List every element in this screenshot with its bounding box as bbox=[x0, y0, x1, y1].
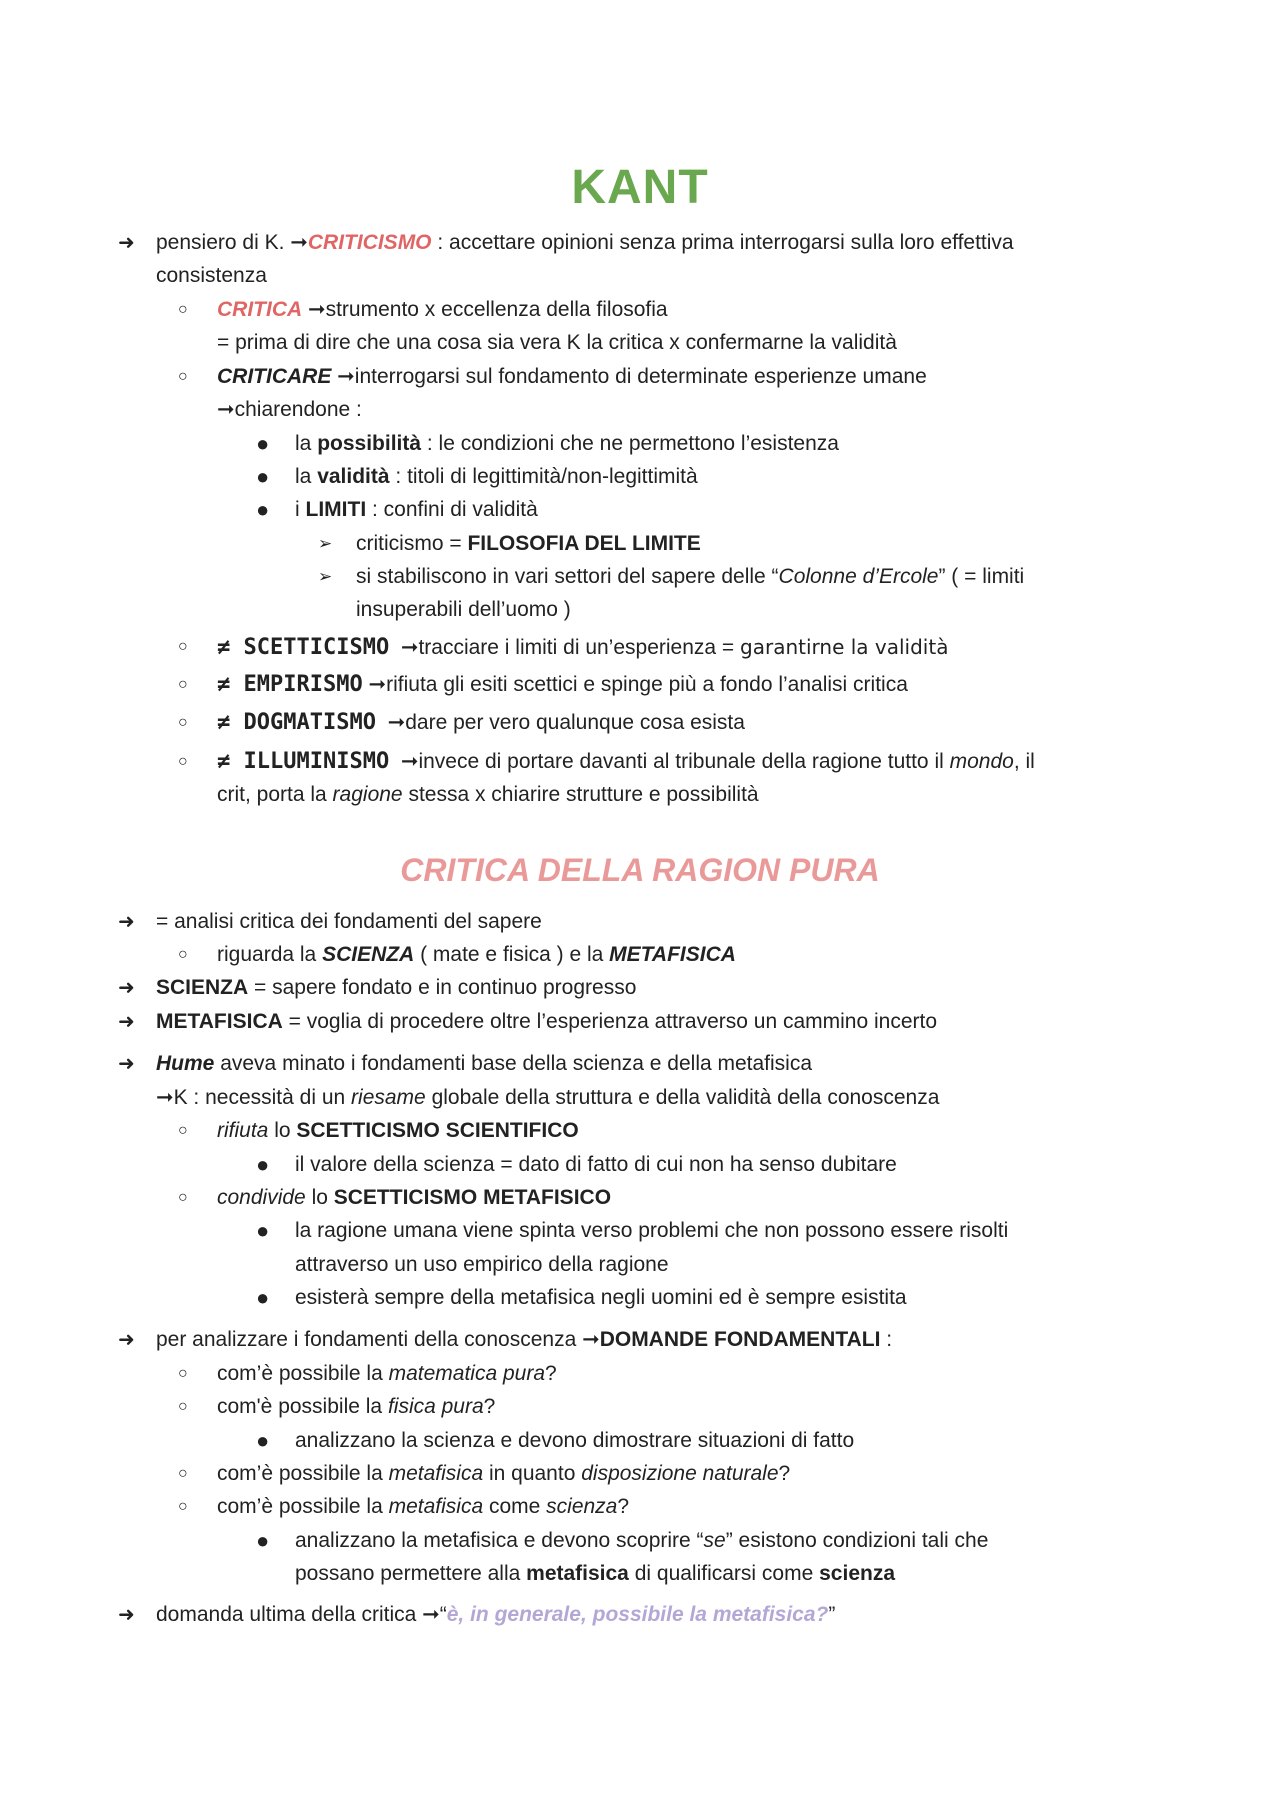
term-ragione: ragione bbox=[332, 783, 403, 806]
term-scienza: scienza bbox=[546, 1495, 618, 1518]
circle-bullet-icon: ○ bbox=[178, 753, 188, 770]
text: analizzano la metafisica e devono scoprire “ bbox=[295, 1529, 704, 1552]
term-metafisica: metafisica bbox=[526, 1562, 629, 1585]
dot-bullet-icon: ● bbox=[256, 1218, 270, 1243]
text-line bbox=[217, 1493, 629, 1521]
text: ➞interrogarsi sul fondamento di determinate esperienze umane bbox=[331, 365, 927, 388]
term-mondo: mondo bbox=[949, 750, 1014, 773]
text: pensiero di K. bbox=[156, 231, 291, 254]
text-line: attraverso un uso empirico della ragione bbox=[295, 1253, 669, 1276]
text-line bbox=[217, 1393, 495, 1421]
text-line bbox=[217, 709, 745, 737]
term-dogmatismo: ≠ DOGMATISMO bbox=[217, 710, 376, 735]
text-line bbox=[217, 1360, 557, 1388]
term-condivide: condivide bbox=[217, 1186, 306, 1209]
circle-bullet-icon: ○ bbox=[178, 1122, 188, 1139]
term-empirismo: ≠ EMPIRISMO bbox=[217, 672, 363, 697]
text: , il bbox=[1013, 750, 1035, 773]
term-hume: Hume bbox=[156, 1052, 215, 1075]
term-criticismo: CRITICISMO bbox=[307, 231, 432, 254]
text-line: = prima di dire che una cosa sia vera K la critica x confermarne la validità bbox=[217, 331, 897, 354]
term-filosofia-del-limite: FILOSOFIA DEL LIMITE bbox=[467, 532, 701, 555]
text: ? bbox=[778, 1462, 791, 1485]
dot-bullet-icon: ● bbox=[256, 497, 270, 522]
text: ? bbox=[617, 1495, 630, 1518]
circle-bullet-icon: ○ bbox=[178, 368, 188, 385]
text-line: ➞chiarendone : bbox=[217, 398, 362, 421]
text: : le condizioni che ne permettono l’esistenza bbox=[421, 432, 839, 455]
text: aveva minato i fondamenti base della scienza e della metafisica bbox=[214, 1052, 813, 1075]
text-line: consistenza bbox=[156, 264, 267, 287]
term-validita: validità bbox=[317, 465, 390, 488]
text: ? bbox=[545, 1362, 557, 1385]
text-line bbox=[217, 781, 759, 809]
dot-bullet-icon: ● bbox=[256, 1285, 270, 1310]
text: com’è possibile la bbox=[217, 1362, 389, 1385]
dot-bullet-icon: ● bbox=[256, 1428, 270, 1453]
text-line bbox=[156, 1084, 939, 1112]
text: ” bbox=[828, 1603, 836, 1626]
circle-bullet-icon: ○ bbox=[178, 1365, 188, 1382]
term-domande-fondamentali: DOMANDE FONDAMENTALI bbox=[599, 1328, 881, 1351]
text: come bbox=[483, 1495, 547, 1518]
triangle-bullet-icon: ➢ bbox=[318, 534, 333, 553]
text-line bbox=[217, 633, 948, 662]
text: = voglia di procedere oltre l’esperienza attraverso un cammino incerto bbox=[282, 1010, 938, 1033]
text-line bbox=[217, 671, 908, 699]
circle-bullet-icon: ○ bbox=[178, 638, 188, 655]
text-line: il valore della scienza = dato di fatto di cui non ha senso dubitare bbox=[295, 1153, 897, 1176]
text: : bbox=[880, 1328, 893, 1351]
text: possano permettere alla bbox=[295, 1562, 527, 1585]
term-scetticismo-scientifico: SCETTICISMO SCIENTIFICO bbox=[296, 1119, 579, 1142]
text-line: = analisi critica dei fondamenti del sapere bbox=[156, 910, 542, 933]
text: : confini di validità bbox=[366, 498, 538, 521]
text: ➞rifiuta gli esiti scettici e spinge più a fondo l’analisi critica bbox=[362, 673, 908, 696]
circle-bullet-icon: ○ bbox=[178, 1498, 188, 1515]
term-metafisica: metafisica bbox=[388, 1462, 484, 1485]
dot-bullet-icon: ● bbox=[256, 1528, 270, 1553]
circle-bullet-icon: ○ bbox=[178, 676, 188, 693]
circle-bullet-icon: ○ bbox=[178, 1398, 188, 1415]
text: la bbox=[295, 432, 318, 455]
text-line: insuperabili dell’uomo ) bbox=[356, 598, 571, 621]
text-line bbox=[156, 229, 1014, 257]
text: globale della struttura e della validità della conoscenza bbox=[425, 1086, 940, 1109]
text: : accettare opinioni senza prima interrogarsi sulla loro effettiva bbox=[431, 231, 1014, 254]
dot-bullet-icon: ● bbox=[256, 1152, 270, 1177]
text: di qualificarsi come bbox=[628, 1562, 820, 1585]
text-line bbox=[217, 1460, 790, 1488]
arrow-bullet-icon: ➜ bbox=[118, 1604, 135, 1626]
term-disposizione-naturale: disposizione naturale bbox=[581, 1462, 779, 1485]
text: riguarda la bbox=[217, 943, 323, 966]
final-question: è, in generale, possibile la metafisica? bbox=[446, 1603, 829, 1626]
text: per analizzare i fondamenti della conoscenza ➞ bbox=[156, 1328, 600, 1351]
text: ➞strumento x eccellenza della filosofia bbox=[302, 298, 668, 321]
term-se: se bbox=[703, 1529, 726, 1552]
term-metafisica: METAFISICA bbox=[156, 1010, 283, 1033]
text: domanda ultima della critica ➞“ bbox=[156, 1603, 447, 1626]
text-line bbox=[217, 363, 927, 391]
arrow-bullet-icon: ➜ bbox=[118, 1011, 135, 1033]
text-line bbox=[217, 1184, 611, 1212]
circle-bullet-icon: ○ bbox=[178, 714, 188, 731]
text-line bbox=[156, 974, 636, 1002]
text-line bbox=[156, 1050, 812, 1078]
text: lo bbox=[268, 1119, 297, 1142]
text-line bbox=[295, 430, 839, 458]
text: com’è possibile la bbox=[217, 1462, 389, 1485]
term-fisica-pura: fisica pura bbox=[387, 1395, 484, 1418]
text: com'è possibile la bbox=[217, 1395, 388, 1418]
text-line bbox=[217, 296, 668, 324]
circle-bullet-icon: ○ bbox=[178, 1189, 188, 1206]
text-line: la ragione umana viene spinta verso problemi che non possono essere risolti bbox=[295, 1219, 1009, 1242]
text-line bbox=[295, 496, 538, 524]
term-scienza: SCIENZA bbox=[156, 976, 249, 999]
text-line bbox=[217, 941, 736, 969]
text-line bbox=[295, 463, 698, 491]
text-line bbox=[356, 563, 1024, 591]
text: lo bbox=[305, 1186, 334, 1209]
text: ➞invece di portare davanti al tribunale della ragione tutto il bbox=[389, 750, 950, 773]
text-line bbox=[156, 1601, 835, 1629]
text: ? bbox=[483, 1395, 496, 1418]
term-scetticismo: ≠ SCETTICISMO bbox=[217, 635, 390, 660]
arrow-bullet-icon: ➜ bbox=[118, 911, 135, 933]
text: ➞K : necessità di un bbox=[156, 1086, 352, 1109]
circle-bullet-icon: ○ bbox=[178, 1465, 188, 1482]
text: ” ( = limiti bbox=[938, 565, 1025, 588]
text-line: esisterà sempre della metafisica negli uomini ed è sempre esistita bbox=[295, 1286, 907, 1309]
term-colonne: Colonne d’Ercole bbox=[778, 565, 939, 588]
text: garantirne la validità bbox=[740, 635, 949, 659]
text-line bbox=[356, 530, 701, 558]
term-riesame: riesame bbox=[351, 1086, 426, 1109]
section-title: CRITICA DELLA RAGION PURA bbox=[400, 852, 880, 888]
text-line bbox=[156, 1326, 892, 1354]
text-line bbox=[156, 1008, 937, 1036]
arrow-text: ➞ bbox=[290, 231, 308, 254]
term-limiti: LIMITI bbox=[305, 498, 367, 521]
circle-bullet-icon: ○ bbox=[178, 301, 188, 318]
triangle-bullet-icon: ➢ bbox=[318, 567, 333, 586]
text-line bbox=[217, 748, 1035, 776]
term-scienza: scienza bbox=[819, 1562, 896, 1585]
arrow-bullet-icon: ➜ bbox=[118, 977, 135, 999]
term-metafisica: metafisica bbox=[388, 1495, 484, 1518]
term-metafisica: METAFISICA bbox=[609, 943, 736, 966]
term-criticare: CRITICARE bbox=[217, 365, 332, 388]
text: i bbox=[295, 498, 306, 521]
dot-bullet-icon: ● bbox=[256, 431, 270, 456]
circle-bullet-icon: ○ bbox=[178, 946, 188, 963]
dot-bullet-icon: ● bbox=[256, 464, 270, 489]
text: la bbox=[295, 465, 318, 488]
text-line bbox=[295, 1560, 895, 1588]
text-line: analizzano la scienza e devono dimostrare situazioni di fatto bbox=[295, 1429, 855, 1452]
term-illuminismo: ≠ ILLUMINISMO bbox=[217, 749, 390, 774]
text-line bbox=[217, 1117, 579, 1145]
text: crit, porta la bbox=[217, 783, 333, 806]
term-possibilita: possibilità bbox=[317, 432, 422, 455]
text: ➞tracciare i limiti di un’esperienza = bbox=[389, 636, 741, 659]
text-line bbox=[295, 1527, 988, 1555]
text: criticismo = bbox=[356, 532, 468, 555]
text: ➞dare per vero qualunque cosa esista bbox=[375, 711, 745, 734]
text: com’è possibile la bbox=[217, 1495, 389, 1518]
arrow-bullet-icon: ➜ bbox=[118, 232, 135, 254]
term-scienza: SCIENZA bbox=[322, 943, 415, 966]
text: ” esistono condizioni tali che bbox=[725, 1529, 989, 1552]
text: : titoli di legittimità/non-legittimità bbox=[389, 465, 698, 488]
text: = sapere fondato e in continuo progresso bbox=[248, 976, 637, 999]
term-matematica-pura: matematica pura bbox=[388, 1362, 545, 1385]
term-critica: CRITICA bbox=[217, 298, 303, 321]
arrow-bullet-icon: ➜ bbox=[118, 1053, 135, 1075]
text: in quanto bbox=[483, 1462, 582, 1485]
term-scetticismo-metafisico: SCETTICISMO METAFISICO bbox=[333, 1186, 612, 1209]
page-title: KANT bbox=[571, 161, 709, 214]
term-rifiuta: rifiuta bbox=[217, 1119, 269, 1142]
text: stessa x chiarire strutture e possibilità bbox=[402, 783, 759, 806]
arrow-bullet-icon: ➜ bbox=[118, 1329, 135, 1351]
text: ( mate e fisica ) e la bbox=[414, 943, 610, 966]
text: si stabiliscono in vari settori del sapere delle “ bbox=[356, 565, 779, 588]
